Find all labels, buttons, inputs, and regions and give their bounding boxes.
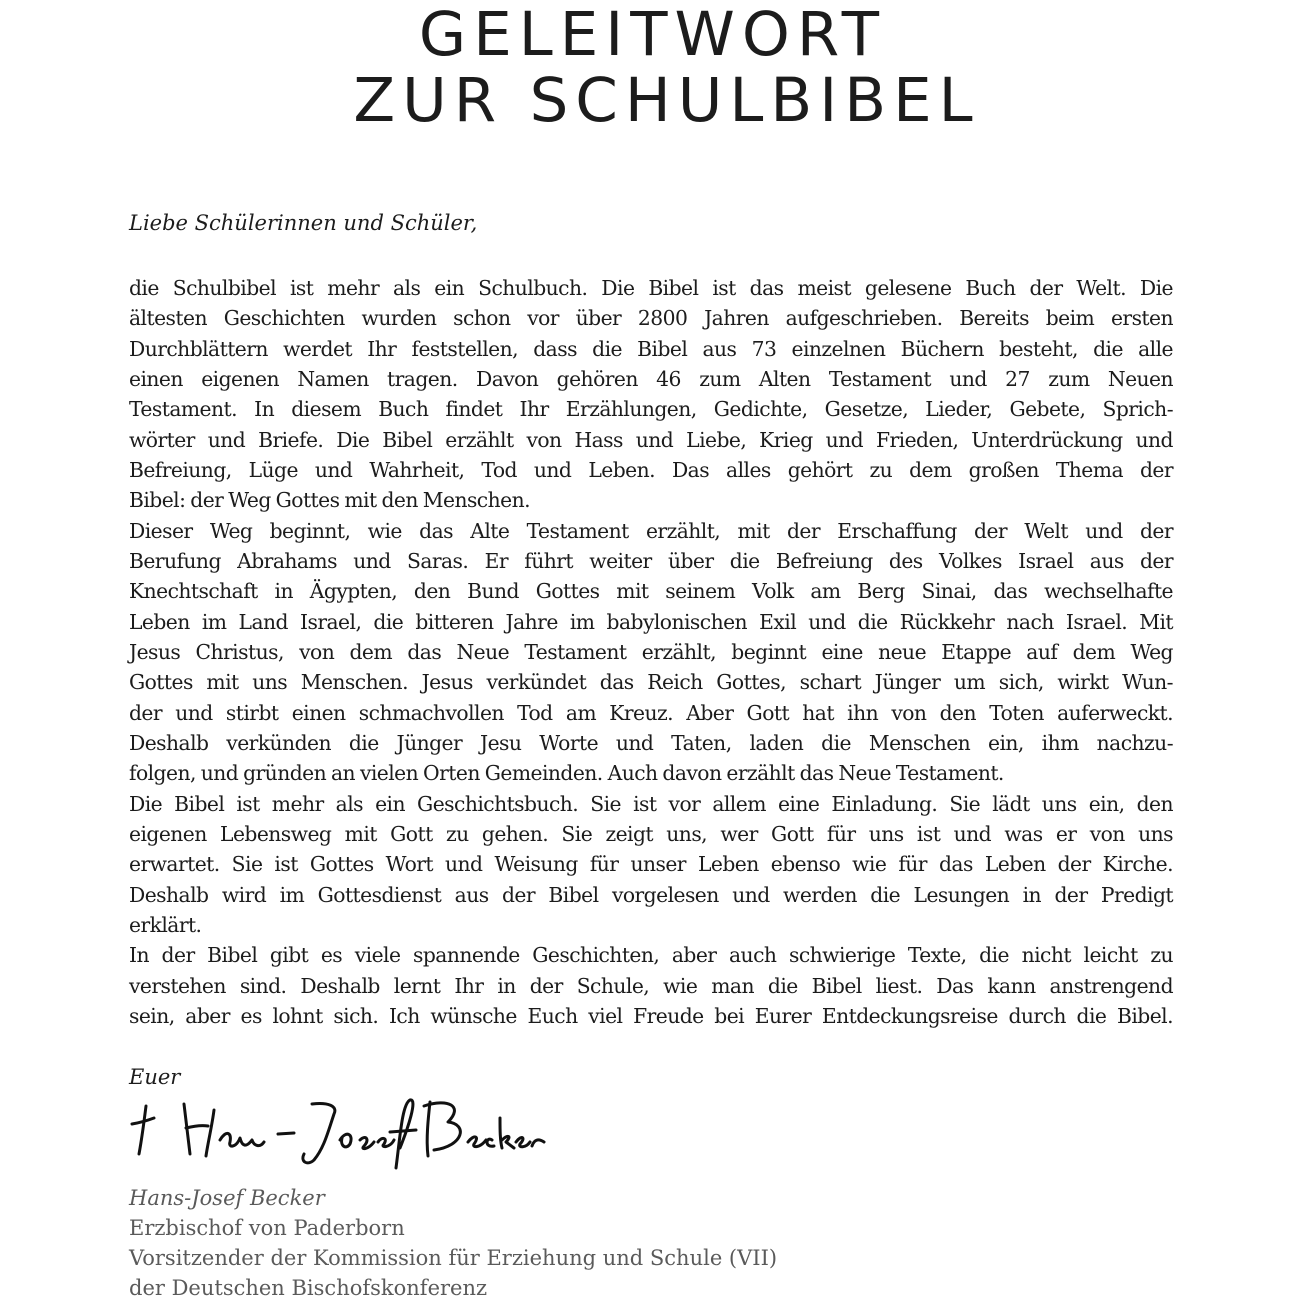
body-line: Dieser Weg beginnt, wie das Alte Testament erzählt, mit der Erschaffung der Welt und der [129, 518, 1173, 543]
closing-word: Euer [129, 1065, 181, 1089]
body-line: der und stirbt einen schmachvollen Tod am Kreuz. Aber Gott hat ihn von den Toten auferweckt. [129, 700, 1173, 725]
body-line: erklärt. [129, 912, 202, 937]
body-line: Durchblättern werdet Ihr feststellen, dass die Bibel aus 73 einzelnen Büchern besteht, die alle [129, 336, 1173, 361]
body-line: ältesten Geschichten wurden schon vor über 2800 Jahren aufgeschrieben. Bereits beim ersten [129, 306, 1173, 331]
body-line: Testament. In diesem Buch findet Ihr Erzählungen, Gedichte, Gesetze, Lieder, Gebete, Sprich- [129, 397, 1173, 422]
title-line-2: ZUR SCHULBIBEL [353, 65, 980, 136]
body-text [129, 273, 1173, 1031]
body-line: Die Bibel ist mehr als ein Geschichtsbuch. Sie ist vor allem eine Einladung. Sie lädt uns ein, den [129, 791, 1173, 816]
signatory-org-line-2: der Deutschen Bischofskonferenz [129, 1276, 488, 1300]
page-title [0, 2, 1305, 134]
body-line: Deshalb verkünden die Jünger Jesu Worte und Taten, laden die Menschen ein, ihm nachzu- [129, 730, 1173, 755]
body-line: Berufung Abrahams und Saras. Er führt weiter über die Befreiung des Volkes Israel aus der [129, 548, 1173, 573]
handwritten-signature [128, 1088, 548, 1170]
body-line: eigenen Lebensweg mit Gott zu gehen. Sie zeigt uns, wer Gott für uns ist und was er von uns [129, 821, 1173, 846]
body-line: Gottes mit uns Menschen. Jesus verkündet das Reich Gottes, schart Jünger um sich, wirkt Wun- [129, 670, 1173, 695]
body-line: verstehen sind. Deshalb lernt Ihr in der Schule, wie man die Bibel liest. Das kann anstrengend [129, 973, 1173, 998]
signatory-block [129, 1183, 777, 1303]
body-line: Bibel: der Weg Gottes mit den Menschen. [129, 488, 530, 513]
body-line: sein, aber es lohnt sich. Ich wünsche Euch viel Freude bei Eurer Entdeckungsreise durch die Bibel. [129, 1003, 1173, 1028]
body-line: erwartet. Sie ist Gottes Wort und Weisung für unser Leben ebenso wie für das Leben der Kirche. [129, 852, 1173, 877]
body-line: Deshalb wird im Gottesdienst aus der Bibel vorgelesen und werden die Lesungen in der Predigt [129, 882, 1173, 907]
body-line: In der Bibel gibt es viele spannende Geschichten, aber auch schwierige Texte, die nicht leicht zu [129, 943, 1173, 968]
body-line: einen eigenen Namen tragen. Davon gehören 46 zum Alten Testament und 27 zum Neuen [129, 366, 1173, 391]
title-line-1: GELEITWORT [418, 0, 887, 70]
body-line: folgen, und gründen an vielen Orten Gemeinden. Auch davon erzählt das Neue Testament. [129, 761, 1004, 786]
body-line: Knechtschaft in Ägypten, den Bund Gottes mit seinem Volk am Berg Sinai, das wechselhafte [129, 579, 1173, 604]
body-line: die Schulbibel ist mehr als ein Schulbuch. Die Bibel ist das meist gelesene Buch der Welt. Die [129, 276, 1173, 300]
body-line: Jesus Christus, von dem das Neue Testament erzählt, beginnt eine neue Etappe auf dem Weg [129, 639, 1173, 664]
body-line: Leben im Land Israel, die bitteren Jahre im babylonischen Exil und die Rückkehr nach Israel. Mit [129, 609, 1173, 634]
signatory-role: Erzbischof von Paderborn [129, 1216, 405, 1240]
salutation: Liebe Schülerinnen und Schüler, [129, 211, 478, 235]
signatory-org-line-1: Vorsitzender der Kommission für Erziehung und Schule (VII) [129, 1246, 778, 1270]
body-line: Befreiung, Lüge und Wahrheit, Tod und Leben. Das alles gehört zu dem großen Thema der [129, 457, 1173, 482]
signatory-name: Hans-Josef Becker [129, 1186, 325, 1210]
body-line: wörter und Briefe. Die Bibel erzählt von Hass und Liebe, Krieg und Frieden, Unterdrückung und [129, 427, 1173, 452]
